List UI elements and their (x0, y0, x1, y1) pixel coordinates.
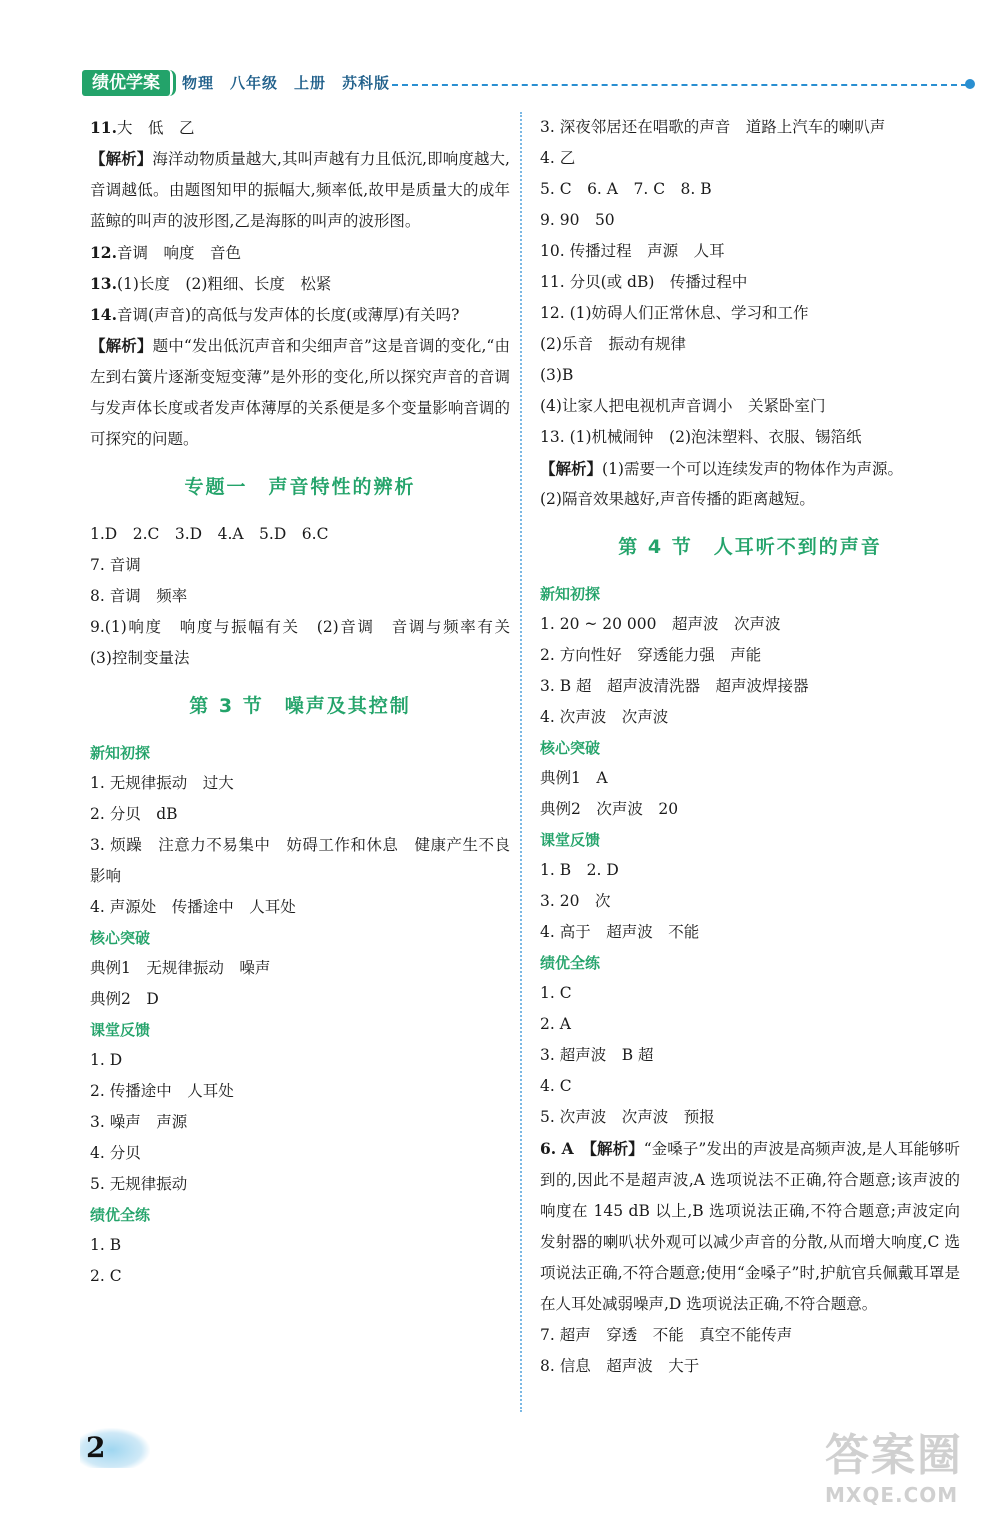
list-item: 1. B (90, 1236, 122, 1254)
explanation-r13: 【解析】(1)需要一个可以连续发声的物体作为声源。 (540, 459, 903, 478)
list-item: 5. C 6. A 7. C 8. B (540, 180, 712, 198)
list-item: 13. (1)机械闹钟 (2)泡沫塑料、衣服、锡箔纸 (540, 428, 862, 446)
list-item: 2. 传播途中 人耳处 (90, 1082, 234, 1100)
list-item: 1. B 2. D (540, 861, 619, 879)
explanation-q11: 【解析】海洋动物质量越大,其叫声越有力且低沉,即响度越大,音调越低。由题图知甲的振幅大,频率低,故甲是质量大的成年蓝鲸的叫声的波形图,乙是海豚的叫声的波形图。 (90, 149, 510, 230)
list-item: 1. D (90, 1051, 123, 1069)
topic-answer-9: 9.(1)响度 响度与振幅有关 (2)音调 音调与频率有关 (3)控制变量法 (90, 618, 526, 667)
answer-q11: 11.大 低 乙 (90, 118, 195, 137)
list-item: 1. 20 ~ 20 000 超声波 次声波 (540, 615, 781, 633)
list-item: 3. B 超 超声波清洗器 超声波焊接器 (540, 677, 809, 695)
list-item: 7. 超声 穿透 不能 真空不能传声 (540, 1326, 793, 1344)
list-item: 典例1 无规律振动 噪声 (90, 959, 271, 977)
list-item: 典例1 A (540, 769, 608, 787)
list-item: 4. 声源处 传播途中 人耳处 (90, 898, 296, 916)
list-item: 5. 次声波 次声波 预报 (540, 1108, 715, 1126)
brand-label: 绩优学案 (82, 70, 170, 96)
list-item: 4. 乙 (540, 149, 576, 167)
watermark-url: MXQE.COM (825, 1483, 959, 1507)
subheading-jiyou: 绩优全练 (90, 1206, 151, 1224)
section-heading-3: 第 3 节 噪声及其控制 (189, 695, 411, 717)
list-item: 1. 无规律振动 过大 (90, 774, 234, 792)
subheading-hexin: 核心突破 (540, 739, 601, 757)
header-dashed-line (392, 84, 967, 86)
answer-q12: 12.音调 响度 音色 (90, 243, 241, 262)
list-item: 3. 超声波 B 超 (540, 1046, 654, 1064)
list-item: 4. C (540, 1077, 572, 1095)
list-item: 3. 噪声 声源 (90, 1113, 188, 1131)
subheading-ketang: 课堂反馈 (90, 1021, 151, 1039)
header-dot-icon (965, 79, 975, 89)
page-number: 2 (80, 1428, 150, 1468)
subheading-hexin: 核心突破 (90, 929, 151, 947)
subject-info: 物理 八年级 上册 苏科版 (182, 74, 391, 92)
watermark-title: 答案圈 (825, 1430, 963, 1481)
list-item: 3. 烦躁 注意力不易集中 妨碍工作和休息 健康产生不良影响 (90, 836, 510, 885)
list-item: 典例2 次声波 20 (540, 800, 679, 818)
list-item: 9. 90 50 (540, 211, 615, 229)
watermark (825, 1430, 975, 1510)
list-item: 4. 次声波 次声波 (540, 708, 669, 726)
list-item: (4)让家人把电视机声音调小 关紧卧室门 (540, 397, 826, 415)
left-column (90, 112, 526, 1292)
list-item: 2. 分贝 dB (90, 805, 178, 823)
topic-answers-1-6: 1.D 2.C 3.D 4.A 5.D 6.C (90, 525, 329, 543)
list-item: 2. 方向性好 穿透能力强 声能 (540, 646, 762, 664)
list-item: 10. 传播过程 声源 人耳 (540, 242, 725, 260)
list-item: 4. 高于 超声波 不能 (540, 923, 700, 941)
list-item: 4. 分贝 (90, 1144, 141, 1162)
list-item: 11. 分贝(或 dB) 传播过程中 (540, 273, 748, 291)
explanation-j6: 6. A 【解析】“金嗓子”发出的声波是高频声波,是人耳能够听到的,因此不是超声波,A 选项说法不正确,符合题意;该声波的响度在 145 dB 以上,B 选项说法正确,不符合题意;声波定向发射器的喇叭状外观可以减少声音的分散,从而增大响度,C 选项说法正确,不符合题意;使用“金嗓子”时,护航官兵佩戴耳罩是在人耳处减弱噪声,D 选项说法正确,不符合题意。 (540, 1139, 960, 1313)
page-header (82, 68, 977, 98)
list-item: 3. 20 次 (540, 892, 611, 910)
list-item: 5. 无规律振动 (90, 1175, 188, 1193)
topic-answer-8: 8. 音调 频率 (90, 587, 188, 605)
list-item: 8. 信息 超声波 大于 (540, 1357, 700, 1375)
right-column (540, 112, 960, 1382)
list-item: 3. 深夜邻居还在唱歌的声音 道路上汽车的喇叭声 (540, 118, 886, 136)
list-item: 2. C (90, 1267, 122, 1285)
topic-answer-7: 7. 音调 (90, 556, 141, 574)
subheading-xinzhi: 新知初探 (90, 744, 151, 762)
list-item: 典例2 D (90, 990, 159, 1008)
explanation-q14: 【解析】题中“发出低沉声音和尖细声音”这是音调的变化,“由左到右簧片逐渐变短变薄”是外形的变化,所以探究声音的音调与发声体长度或者发声体薄厚的关系便是多个变量影响音调的可探究的问题。 (90, 336, 510, 448)
answer-q14: 14.音调(声音)的高低与发声体的长度(或薄厚)有关吗? (90, 305, 460, 324)
list-item: 1. C (540, 984, 572, 1002)
subheading-jiyou: 绩优全练 (540, 954, 601, 972)
list-item: (2)乐音 振动有规律 (540, 335, 686, 353)
column-divider (520, 112, 522, 1412)
list-item: 2. A (540, 1015, 571, 1033)
answer-q13: 13.(1)长度 (2)粗细、长度 松紧 (90, 274, 332, 293)
list-item: (2)隔音效果越好,声音传播的距离越短。 (540, 490, 815, 508)
section-heading-4: 第 4 节 人耳听不到的声音 (618, 536, 882, 558)
list-item: 12. (1)妨碍人们正常休息、学习和工作 (540, 304, 809, 322)
subheading-ketang: 课堂反馈 (540, 831, 601, 849)
topic-heading: 专题一 声音特性的辨析 (184, 476, 416, 498)
subheading-xinzhi: 新知初探 (540, 585, 601, 603)
list-item: (3)B (540, 366, 574, 384)
